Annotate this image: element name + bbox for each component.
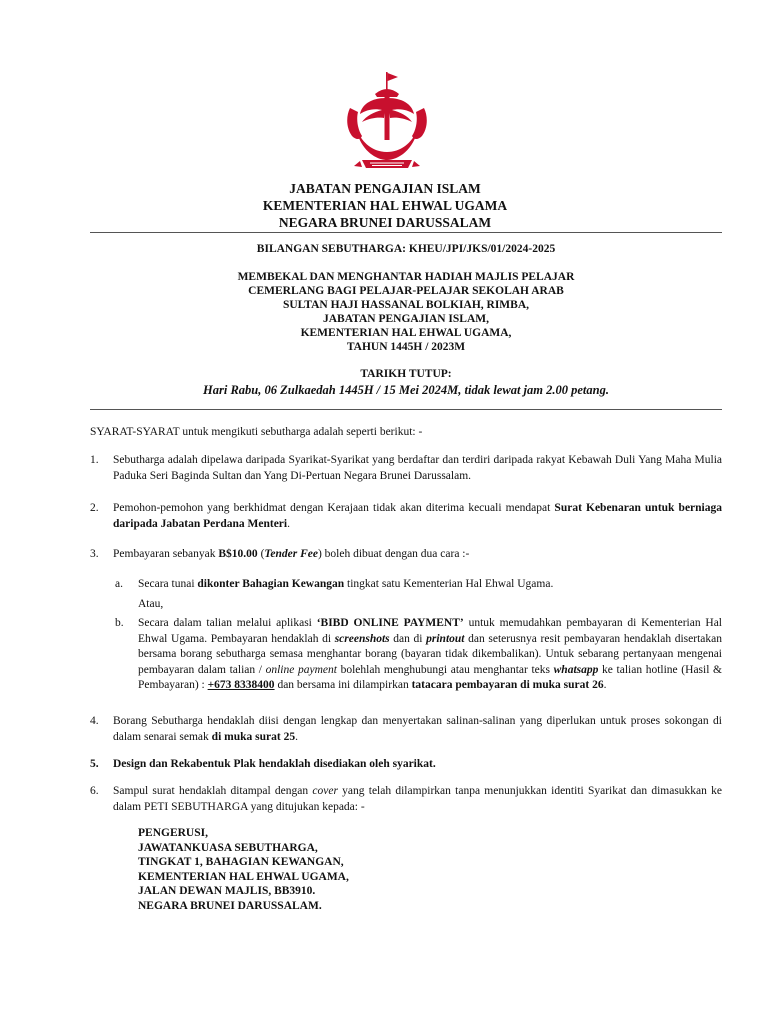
item-number: 4. — [90, 715, 99, 727]
item-text: Design dan Rekabentuk Plak hendaklah disediakan oleh syarikat. — [113, 758, 436, 770]
closing-date: Hari Rabu, 06 Zulkaedah 1445H / 15 Mei 2024M, tidak lewat jam 2.00 petang. — [203, 383, 609, 397]
sub-label: b. — [115, 617, 124, 629]
address-line: NEGARA BRUNEI DARUSSALAM. — [138, 899, 322, 912]
address-line: JAWATANKUASA SEBUTHARGA, — [138, 841, 318, 854]
sub-text: Secara tunai dikonter Bahagian Kewangan tingkat satu Kementerian Hal Ehwal Ugama. — [138, 578, 554, 590]
title-line: KEMENTERIAN HAL EHWAL UGAMA, — [300, 327, 512, 339]
item-number: 5. — [90, 758, 99, 770]
item-number: 2. — [90, 502, 99, 514]
item-text: Pembayaran sebanyak B$10.00 (Tender Fee) boleh dibuat dengan dua cara :- — [113, 548, 470, 560]
intro-text: SYARAT-SYARAT untuk mengikuti sebutharga adalah seperti berikut: - — [90, 426, 423, 438]
item-text: Borang Sebutharga hendaklah diisi dengan lengkap dan menyertakan salinan-salinan yang diperlukan untuk proses sokongan di dalam senarai semak di muka surat 25. — [113, 715, 722, 743]
item-text: Sampul surat hendaklah ditampal dengan cover yang telah dilampirkan tanpa menunjukkan identiti Syarikat dan dimasukkan ke dalam PETI SEBUTHARGA yang ditujukan kepada: - — [113, 785, 723, 813]
tender-title — [90, 270, 722, 354]
item-text: Sebutharga adalah dipelawa daripada Syarikat-Syarikat yang berdaftar dan terdiri daripada rakyat Kebawah Duli Yang Maha Mulia Paduka Seri Baginda Sultan dan Yang Di-Pertuan Negara Brunei Darussalam. — [113, 454, 722, 482]
department-header — [0, 180, 770, 231]
title-line: CEMERLANG BAGI PELAJAR-PELAJAR SEKOLAH ARAB — [248, 285, 564, 297]
item-text: Pemohon-pemohon yang berkhidmat dengan Kerajaan tidak akan diterima kecuali mendapat Surat Kebenaran untuk berniaga daripada Jabatan Perdana Menteri. — [113, 502, 722, 530]
divider-bottom — [90, 409, 722, 410]
address-line: TINGKAT 1, BAHAGIAN KEWANGAN, — [138, 856, 344, 868]
header-line-2: KEMENTERIAN HAL EHWAL UGAMA — [262, 198, 508, 213]
address-line: JALAN DEWAN MAJLIS, BB3910. — [138, 885, 316, 897]
item-number: 1. — [90, 454, 99, 466]
document-page: JABATAN PENGAJIAN ISLAM KEMENTERIAN HAL EHWAL UGAMA NEGARA BRUNEI DARUSSALAM BILANGAN SEBUTHARGA: KHEU/JPI/JKS/01/2024-2025 MEMBEKAL DAN MENGHANTAR HADIAH MAJLIS PELAJAR CEMERLANG BAGI PELAJAR-PELAJAR SEKOLAH ARAB SULTAN HAJI HASSANAL BOLKIAH, RIMBA, JABATAN PENGAJIAN ISLAM, KEMENTERIAN HAL EHWAL UGAMA, TAHUN 1445H / 2023M TARIKH TUTUP: Hari Rabu, 06 Zulkaedah 1445H / 15 Mei 2024M, tidak lewat jam 2.00 petang. SYARAT-SYARAT untuk mengikuti sebutharga adalah seperti berikut: - 1. Sebutharga adalah dipelawa daripada Syarikat-Syarikat yang berdaftar dan terdiri daripada rakyat Kebawah Duli Yang Maha Mulia Paduka Seri Baginda Sultan dan Yang Di-Pertuan Negara Brunei Darussalam. 2. Pemohon-pemohon yang berkhidmat dengan Kerajaan tidak akan diterima kecuali mendapat Surat Kebenaran untuk berniaga daripada Jabatan Perdana Menteri. 3. Pembayaran sebanyak B$10.00 (Tender Fee) boleh dibuat dengan dua cara :- a. Secara tunai dikonter Bahagian Kewangan tingkat satu Kementerian Hal Ehwal Ugama. Atau, b. Secara dalam talian melalui aplikasi ‘BIBD ONLINE PAYMENT’ untuk memudahkan pembayaran di Kementerian Hal Ehwal Ugama. Pembayaran hendaklah di screenshots dan di printout dan seterusnya resit pembayaran hendaklah disertakan bersama borang sebutharga semasa menghantar borang (bayaran tidak dikembalikan). Untuk sebarang pertanyaan mengenai pembayaran dalam talian / online payment bolehlah menghubungi atau menghantar teks whatsapp ke talian hotline (Hasil & Pembayaran) : +673 8338400 dan bersama ini dilampirkan tatacara pembayaran di muka surat 26. 4. Borang Sebutharga hendaklah diisi dengan lengkap dan menyertakan salinan-salinan yang diperlukan untuk proses sokongan di dalam senarai semak di muka surat 25. 5. Design dan Rekabentuk Plak hendaklah disediakan oleh syarikat. 6. Sampul surat hendaklah ditampal dengan cover yang telah dilampirkan tanpa menunjukkan identiti Syarikat dan dimasukkan ke dalam PETI SEBUTHARGA yang ditujukan kepada: - PENGERUSI, JAWATANKUASA SEBUTHARGA, TINGKAT 1, BAHAGIAN KEWANGAN, KEMENTERIAN HAL EHWAL UGAMA, JALAN DEWAN MAJLIS, BB3910. NEGARA BRUNEI DARUSSALAM. — [0, 0, 770, 1024]
header-line-3: NEGARA BRUNEI DARUSSALAM — [278, 215, 492, 230]
divider-top — [90, 232, 722, 233]
hotline-number: +673 8338400 — [207, 679, 275, 691]
sub-text: Secara dalam talian melalui aplikasi ‘BIBD ONLINE PAYMENT’ untuk memudahkan pembayaran di Kementerian Hal Ehwal Ugama. Pembayaran hendaklah di screenshots dan di printout dan seterusnya resit pembayaran hendaklah disertakan bersama borang sebutharga semasa menghantar borang (bayaran tidak dikembalikan). Untuk sebarang pertanyaan mengenai pembayaran dalam talian / online payment bolehlah menghubungi atau menghantar teks whatsapp ke talian hotline (Hasil & Pembayaran) : +673 8338400 dan bersama ini dilampirkan tatacara pembayaran di muka surat 26. — [138, 617, 723, 691]
item-number: 3. — [90, 548, 99, 560]
item-number: 6. — [90, 785, 99, 797]
title-line: JABATAN PENGAJIAN ISLAM, — [322, 313, 489, 325]
title-line: SULTAN HAJI HASSANAL BOLKIAH, RIMBA, — [282, 299, 530, 311]
brunei-crest-icon — [342, 70, 432, 178]
title-line: TAHUN 1445H / 2023M — [346, 341, 466, 353]
mailing-address — [138, 826, 349, 913]
closing-label: TARIKH TUTUP: — [360, 368, 452, 380]
sub-label: a. — [115, 578, 123, 590]
address-line: KEMENTERIAN HAL EHWAL UGAMA, — [138, 870, 349, 883]
header-line-1: JABATAN PENGAJIAN ISLAM — [289, 181, 481, 196]
address-line: PENGERUSI, — [138, 827, 208, 839]
title-line: MEMBEKAL DAN MENGHANTAR HADIAH MAJLIS PELAJAR — [237, 271, 575, 283]
tender-number: BILANGAN SEBUTHARGA: KHEU/JPI/JKS/01/2024-2025 — [256, 243, 556, 255]
